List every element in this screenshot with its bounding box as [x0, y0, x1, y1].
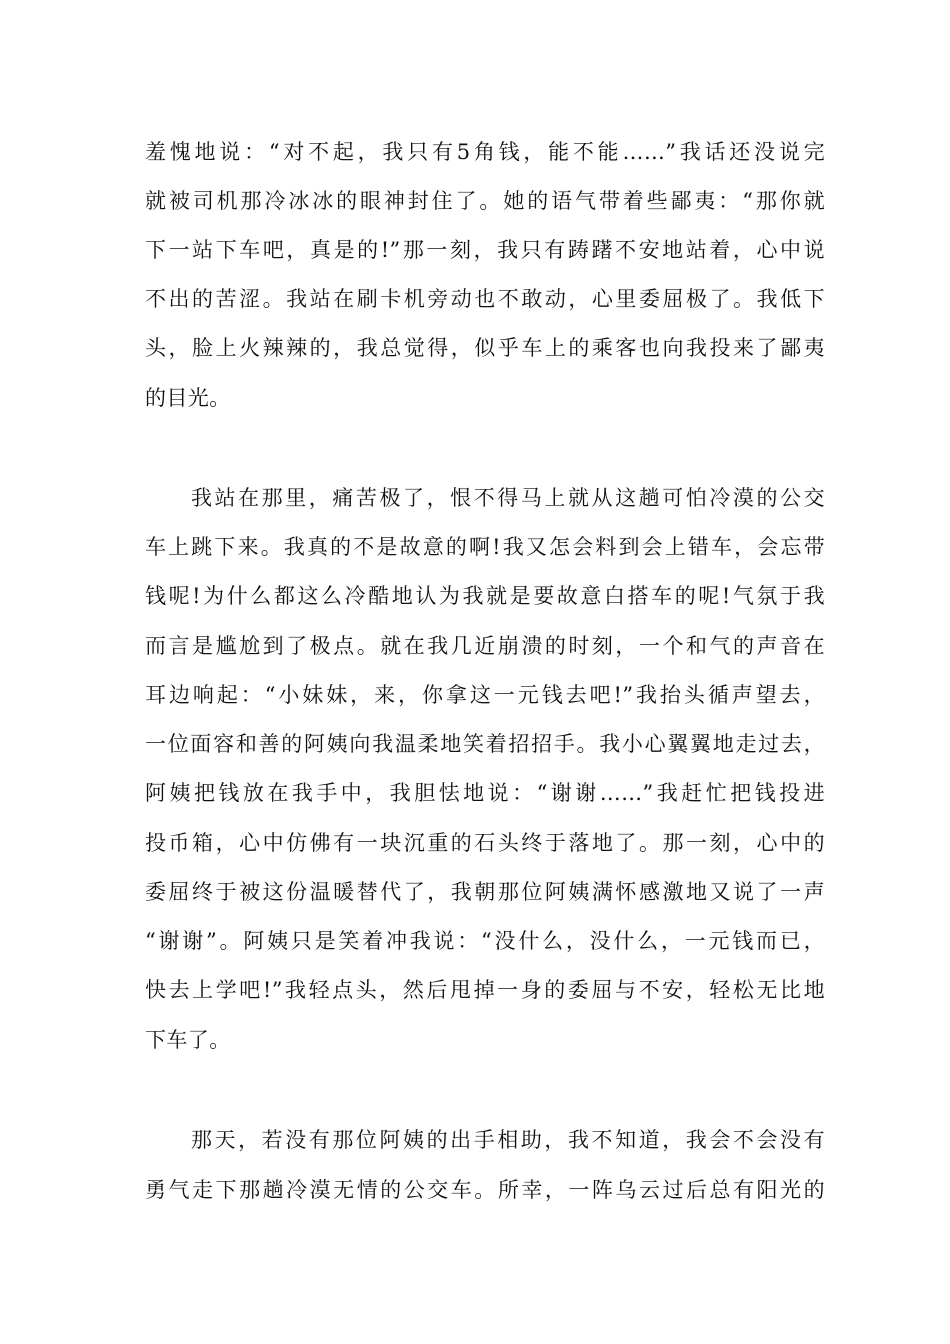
text-line: 而言是尴尬到了极点。就在我几近崩溃的时刻，一个和气的声音在	[145, 634, 825, 658]
text-line: 羞愧地说：“对不起，我只有5角钱，能不能……”我话还没说完	[145, 140, 825, 164]
text-line: 车上跳下来。我真的不是故意的啊!我又怎会料到会上错车，会忘带	[145, 535, 825, 559]
text-line: 下车了。	[145, 1028, 231, 1052]
text-line: “谢谢”。阿姨只是笑着冲我说：“没什么，没什么，一元钱而已，	[145, 929, 825, 953]
text-line: 委屈终于被这份温暖替代了，我朝那位阿姨满怀感激地又说了一声	[145, 880, 825, 904]
text-line: 一位面容和善的阿姨向我温柔地笑着招招手。我小心翼翼地走过去，	[145, 732, 825, 756]
text-line: 那天，若没有那位阿姨的出手相助，我不知道，我会不会没有	[191, 1128, 825, 1152]
text-line: 快去上学吧!”我轻点头，然后甩掉一身的委屈与不安，轻松无比地	[145, 978, 825, 1002]
text-line: 头，脸上火辣辣的，我总觉得，似乎车上的乘客也向我投来了鄙夷	[145, 336, 825, 360]
text-line: 我站在那里，痛苦极了，恨不得马上就从这趟可怕冷漠的公交	[191, 486, 825, 510]
text-line: 勇气走下那趟冷漠无情的公交车。所幸，一阵乌云过后总有阳光的	[145, 1178, 825, 1202]
text-line: 投币箱，心中仿佛有一块沉重的石头终于落地了。那一刻，心中的	[145, 831, 825, 855]
text-line: 下一站下车吧，真是的!”那一刻，我只有踌躇不安地站着，心中说	[145, 238, 825, 262]
text-line: 阿姨把钱放在我手中，我胆怯地说：“谢谢……”我赶忙把钱投进	[145, 781, 825, 805]
text-line: 的目光。	[145, 386, 231, 410]
text-line: 不出的苦涩。我站在刷卡机旁动也不敢动，心里委屈极了。我低下	[145, 287, 825, 311]
text-line: 就被司机那冷冰冰的眼神封住了。她的语气带着些鄙夷：“那你就	[145, 189, 825, 213]
text-line: 钱呢!为什么都这么冷酷地认为我就是要故意白搭车的呢!气氛于我	[145, 584, 825, 608]
text-line: 耳边响起：“小妹妹，来，你拿这一元钱去吧!”我抬头循声望去，	[145, 683, 825, 707]
